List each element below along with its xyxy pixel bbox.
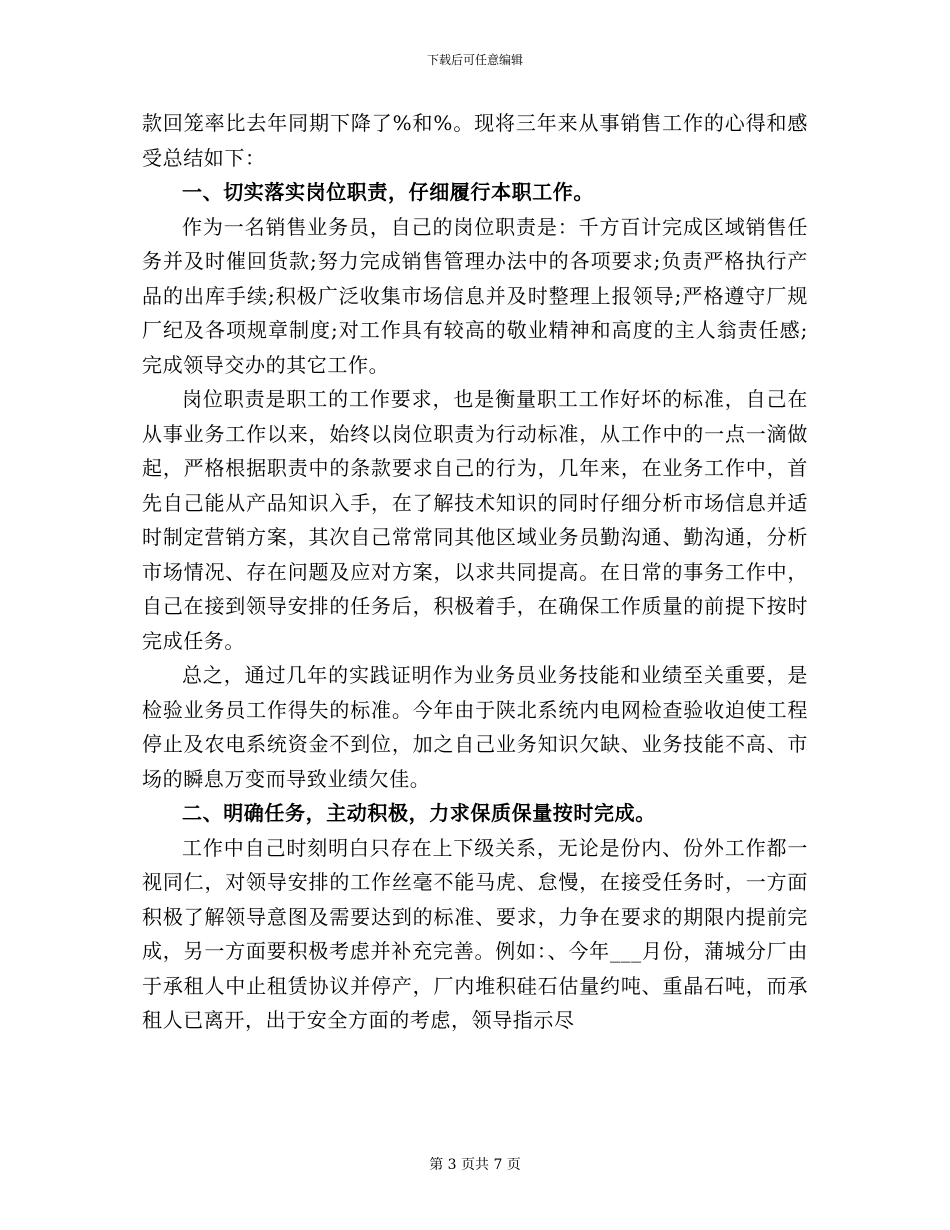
section-heading: 二、明确任务，主动积极，力求保质保量按时完成。 — [182, 801, 656, 825]
section-heading: 一、切实落实岗位职责，仔细履行本职工作。 — [182, 180, 594, 204]
paragraph: 工作中自己时刻明白只存在上下级关系，无论是份内、份外工作都一视同仁，对领导安排的工作丝毫不能马虎、怠慢，在接受任务时，一方面积极了解领导意图及需要达到的标准、要求，力争在要求的期限内提前完成，另一方面要积极考虑并补充完善。例如：、今年___月份，蒲城分厂由于承租人中止租赁协议并停产，厂内堆积硅石估量约吨、重晶石吨，而承租人已离开，出于安全方面的考虑，领导指示尽 — [142, 835, 808, 1032]
header-text: 下载后可任意编辑 — [426, 53, 523, 67]
paragraph: 总之，通过几年的实践证明作为业务员业务技能和业绩至关重要，是检验业务员工作得失的标准。今年由于陕北系统内电网检查验收迫使工程停止及农电系统资金不到位，加之自己业务知识欠缺、业务技能不高、市场的瞬息万变而导致业绩欠佳。 — [142, 663, 808, 791]
page-number: 第 3 页共 7 页 — [429, 1157, 521, 1173]
page-footer — [0, 1156, 950, 1174]
page-header — [0, 52, 950, 68]
paragraph: 岗位职责是职工的工作要求，也是衡量职工工作好坏的标准，自己在从事业务工作以来，始终以岗位职责为行动标准，从工作中的一点一滴做起，严格根据职责中的条款要求自己的行为，几年来，在业务工作中，首先自己能从产品知识入手，在了解技术知识的同时仔细分析市场信息并适时制定营销方案，其次自己常常同其他区域业务员勤沟通、勤沟通，分析市场情况、存在问题及应对方案，以求共同提高。在日常的事务工作中，自己在接到领导安排的任务后，积极着手，在确保工作质量的前提下按时完成任务。 — [142, 387, 808, 653]
paragraph: 作为一名销售业务员，自己的岗位职责是：千方百计完成区域销售任务并及时催回货款;努力完成销售管理办法中的各项要求;负责严格执行产品的出库手续;积极广泛收集市场信息并及时整理上报领导;严格遵守厂规厂纪及各项规章制度;对工作具有较高的敬业精神和高度的主人翁责任感;完成领导交办的其它工作。 — [142, 214, 808, 377]
paragraph: 款回笼率比去年同期下降了%和%。现将三年来从事销售工作的心得和感受总结如下： — [142, 111, 808, 170]
document-body — [142, 106, 808, 1038]
